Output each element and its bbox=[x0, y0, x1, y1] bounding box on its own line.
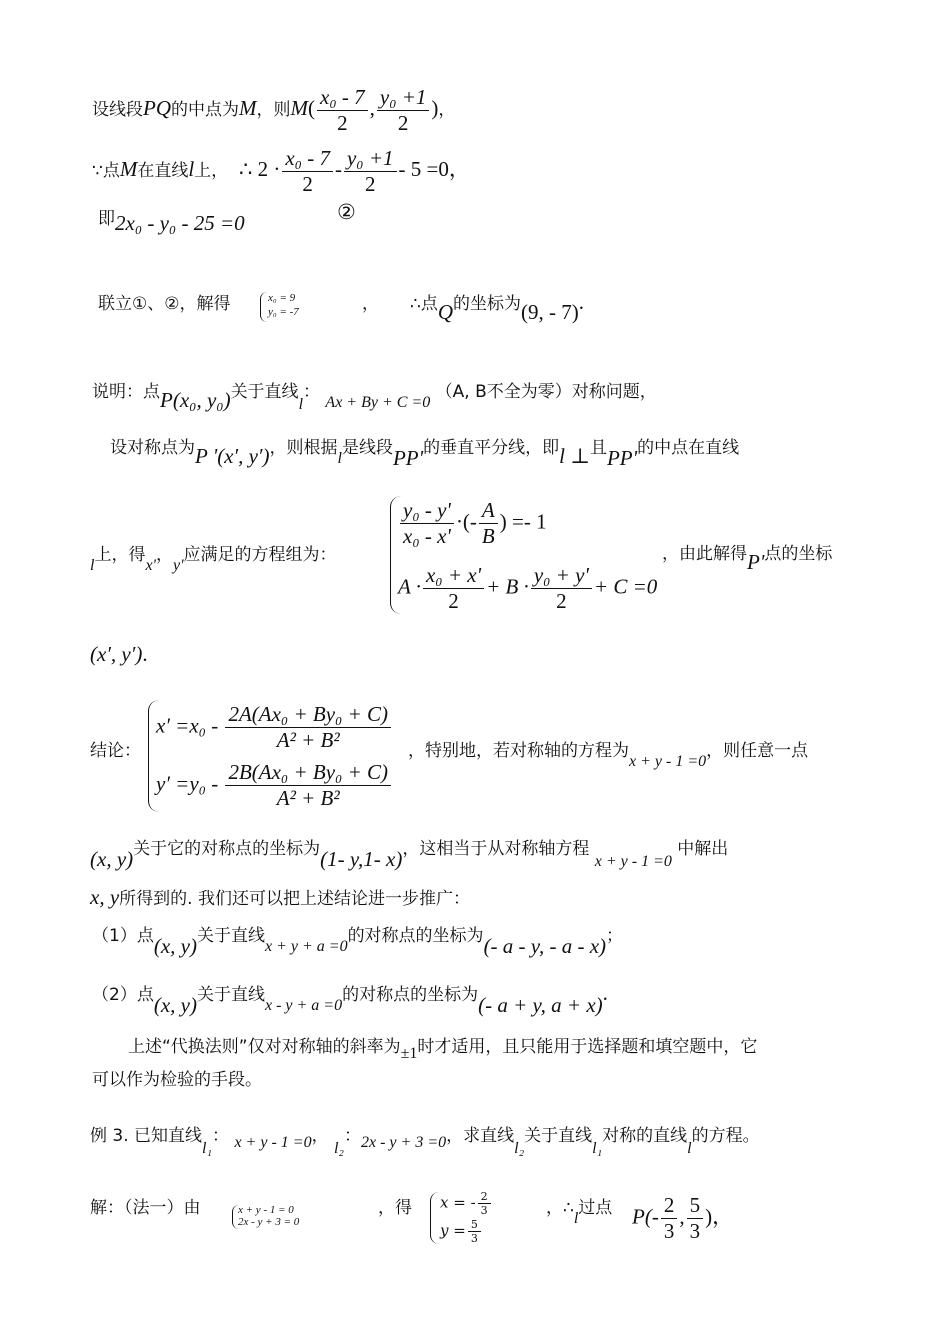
para-generalize: x, y所得到的. 我们还可以把上述结论进一步推广： bbox=[90, 885, 470, 909]
solution-result-2: y = $\frac{5}{3}$ bbox=[440, 1218, 483, 1245]
para-system-tail: ，由此解得P'点的坐标 bbox=[662, 544, 833, 574]
solution-sys-1: x + y - 1 = 0 bbox=[238, 1204, 294, 1216]
item-2: （2）点(x, y)关于直线x - y + a =0的对称点的坐标为(- a + y, a + x). bbox=[92, 981, 608, 1017]
para-symmetric-result: (x, y)关于它的对称点的坐标为(1- y,1- x)，这相当于从对称轴方程 x + y - 1 =0 中解出 bbox=[90, 839, 729, 871]
fraction: $\frac{\text{y₀ +1}}{2}$ bbox=[377, 85, 430, 136]
fraction: $\frac{\text{y₀ +1}}{2}$ bbox=[344, 146, 397, 197]
var-m: M bbox=[290, 96, 308, 121]
item-1: （1）点(x, y)关于直线x + y + a =0的对称点的坐标为(- a - y, - a - x)； bbox=[92, 926, 624, 958]
para-substitution-rule-2: 可以作为检验的手段。 bbox=[92, 1070, 262, 1090]
var-m: M bbox=[239, 96, 257, 121]
fraction: $\frac{\text{x₀ - 7}}{2}$ bbox=[282, 146, 333, 197]
line-midpoint: 设线段PQ的中点为M，则M( $\frac{\text{x₀ - 7}}{2}$ , $\frac{\text{y₀ +1}}{2}$ )， bbox=[92, 85, 456, 136]
solution-point: ，∴l过点 bbox=[546, 1198, 613, 1227]
text: 的中点为 bbox=[171, 100, 239, 121]
circled-two: ② bbox=[337, 200, 356, 224]
conclusion-tail: ，特别地，若对称轴的方程为x + y - 1 =0，则任意一点 bbox=[408, 741, 809, 770]
line-equation-2: 即2x₀ - y₀ - 25 =0 bbox=[98, 209, 245, 235]
system-line-2: y₀ = -7 bbox=[268, 306, 299, 318]
point-p: P(- $\frac{2}{3}$ , $\frac{5}{3}$ )， bbox=[632, 1193, 734, 1244]
line-solve: 联立①、②，解得 bbox=[98, 294, 231, 314]
text: 设线段 bbox=[92, 100, 143, 121]
var-pq: PQ bbox=[143, 96, 171, 121]
system-line-1: x₀ = 9 bbox=[268, 292, 296, 304]
conclusion-row-1: x′ =x₀ - $\frac{\text{2A(Ax₀ + By₀ + C)}}{\text{A² + B²}}$ bbox=[156, 702, 393, 753]
fraction: $\frac{\text{x₀ - 7}}{2}$ bbox=[317, 85, 368, 136]
system-eq-2: A · $\frac{\text{x₀ + x'}}{2}$ + B · $\frac{\text{y₀ + y'}}{2}$ + C =0 bbox=[398, 563, 658, 614]
note-line: 说明：点P(x₀, y₀)关于直线l： Ax + By + C =0 （A, B不全为零）对称问题， bbox=[92, 382, 657, 413]
solution-result-brace bbox=[430, 1192, 439, 1244]
system-brace bbox=[260, 292, 267, 322]
q-coordinates: ∴点Q的坐标为(9, - 7). bbox=[410, 290, 584, 324]
system-eq-1: $\frac{\text{y₀ - y'}}{\text{x₀ - x'}}$ ·(- $\frac{A}{B}$ ) =- 1 bbox=[398, 498, 547, 549]
line-on-l: ∵点M在直线l上， ∴ 2 · $\frac{\text{x₀ - 7}}{2}$ - $\frac{\text{y₀ +1}}{2}$ - 5 =0， bbox=[92, 146, 470, 197]
text: ，则 bbox=[256, 100, 291, 121]
solution-sys-2: 2x - y + 3 = 0 bbox=[238, 1216, 300, 1228]
solution-lead: 解：（法一）由 bbox=[90, 1198, 201, 1218]
example-3: 例 3. 已知直线l₁： x + y - 1 =0， l₂：2x - y + 3 =0，求直线l₂关于直线l₁对称的直线l的方程。 bbox=[90, 1126, 760, 1157]
conclusion-row-2: y′ =y₀ - $\frac{\text{2B(Ax₀ + By₀ + C)}}{\text{A² + B²}}$ bbox=[156, 760, 393, 811]
para-symmetric-point: 设对称点为P '(x′, y′)，则根据l是线段PP'的垂直平分线，即l ⊥且PP'的中点在直线 bbox=[110, 438, 740, 470]
para-system-lead: l上，得x'，y'应满足的方程组为： bbox=[90, 545, 337, 574]
coord-xy-prime: (x′, y′). bbox=[90, 642, 148, 666]
conclusion-label: 结论： bbox=[90, 741, 141, 761]
para-substitution-rule: 上述“代换法则”仅对对称轴的斜率为±1时才适用，且只能用于选择题和填空题中，它 bbox=[128, 1037, 758, 1062]
solution-result-1: x = - $\frac{2}{3}$ bbox=[440, 1190, 493, 1217]
